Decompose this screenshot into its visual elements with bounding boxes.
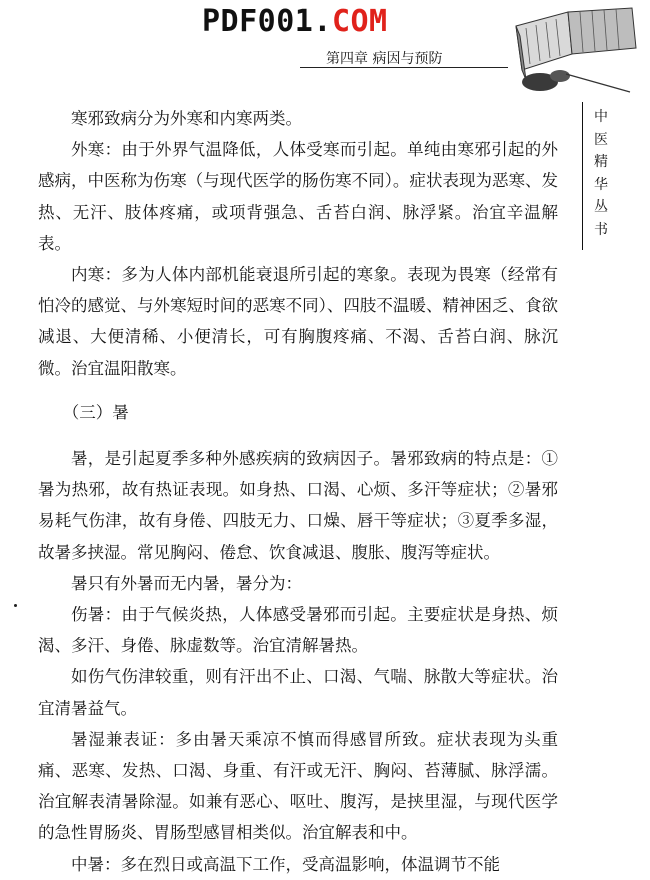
- paragraph: 如伤气伤津较重，则有汗出不止、口渴、气喘、脉散大等症状。治宜清暑益气。: [38, 667, 558, 718]
- ancient-book-and-gourd-icon: [508, 0, 650, 102]
- paragraph: 寒邪致病分为外寒和内寒两类。: [71, 109, 302, 128]
- paragraph: 中暑：多在烈日或高温下工作，受高温影响，体温调节不能: [71, 854, 500, 874]
- logo-accent-text: COM: [331, 4, 388, 39]
- paragraph: 伤暑：由于气候炎热，人体感受暑邪而引起。主要症状是身热、烦渴、多汗、身倦、脉虚数等。治宜清解暑热。: [38, 605, 558, 656]
- series-title-char: 中: [594, 109, 608, 125]
- site-logo: [202, 4, 388, 39]
- series-title-char: 书: [594, 221, 608, 238]
- logo-main-text: PDF001.: [202, 4, 332, 39]
- header-rule: [300, 67, 508, 68]
- series-title-char: 丛: [594, 199, 608, 215]
- sidebar-rule: [582, 102, 583, 250]
- series-title-vertical: [589, 106, 613, 241]
- paragraph: 外寒：由于外界气温降低，人体受寒而引起。单纯由寒邪引起的外感病，中医称为伤寒（与现代医学的肠伤寒不同）。症状表现为恶寒、发热、无汗、肢体疼痛，或项背强急、舌苔白润、脉浮紧。治宜辛温解表。: [38, 140, 558, 253]
- body-text: [38, 103, 558, 880]
- paragraph: 内寒：多为人体内部机能衰退所引起的寒象。表现为畏寒（经常有怕冷的感觉、与外寒短时间的恶寒不同）、四肢不温暖、精神困乏、食欲减退、大便清稀、小便清长，可有胸腹疼痛、不渴、舌苔白润、脉沉微。治宜温阳散寒。: [38, 265, 558, 378]
- series-title-char: 医: [594, 131, 608, 148]
- section-heading: （三）暑: [62, 402, 129, 422]
- paragraph: 暑湿兼表证：多由暑天乘凉不慎而得感冒所致。症状表现为头重痛、恶寒、发热、口渴、身重、有汗或无汗、胸闷、苔薄腻、脉浮濡。治宜解表清暑除湿。如兼有恶心、呕吐、腹泻，是挟里湿，与现代医学的急性胃肠炎、胃肠型感冒相类似。治宜解表和中。: [38, 729, 558, 843]
- paragraph: 暑只有外暑而无内暑，暑分为：: [71, 573, 302, 593]
- margin-dot: [14, 604, 17, 607]
- series-title-char: 精: [594, 154, 608, 170]
- series-title-char: 华: [594, 176, 608, 193]
- chapter-title: 第四章 病因与预防: [326, 51, 443, 67]
- paragraph: 暑，是引起夏季多种外感疾病的致病因子。暑邪致病的特点是：①暑为热邪，故有热证表现。如身热、口渴、心烦、多汗等症状；②暑邪易耗气伤津，故有身倦、四肢无力、口燥、唇干等症状；③夏季多湿，故暑多挟湿。常见胸闷、倦怠、饮食减退、腹胀、腹泻等症状。: [38, 449, 558, 562]
